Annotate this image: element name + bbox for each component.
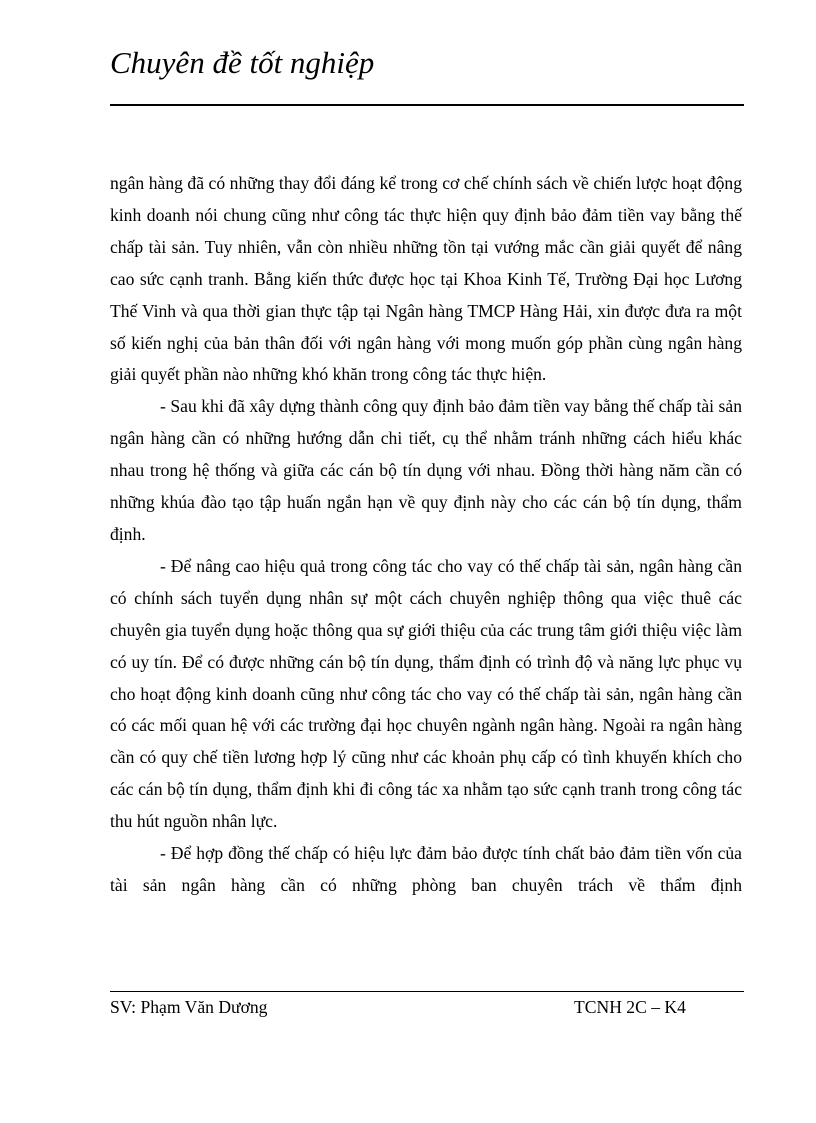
paragraph-recommendation-contract: - Để hợp đồng thế chấp có hiệu lực đảm bảo được tính chất bảo đảm tiền vốn của tài sản ngân hàng cần có những phòng ban chuyên trách về thẩm định [110, 843, 742, 895]
paragraph-recommendation-staffing: - Để nâng cao hiệu quả trong công tác cho vay có thế chấp tài sản, ngân hàng cần có chính sách tuyển dụng nhân sự một cách chuyên nghiệp thông qua việc thuê các chuyên gia tuyển dụng hoặc thông qua sự giới thiệu của các trung tâm giới thiệu việc làm có uy tín. Để có được những cán bộ tín dụng, thẩm định có trình độ và năng lực phục vụ cho hoạt động kinh doanh cũng như công tác cho vay có thế chấp tài sản, ngân hàng cần có các mối quan hệ với các trường đại học chuyên ngành ngân hàng. Ngoài ra ngân hàng cần có quy chế tiền lương hợp lý cũng như các khoản phụ cấp có tình khuyến khích cho các cán bộ tín dụng, thẩm định khi đi công tác xa nhằm tạo sức cạnh tranh trong công tác thu hút nguồn nhân lực. [110, 555, 742, 832]
page-title: Chuyên đề tốt nghiệp [110, 45, 375, 80]
paragraph-recommendation-guidance: - Sau khi đã xây dựng thành công quy định bảo đảm tiền vay bằng thế chấp tài sản ngân hàng cần có những hướng dẫn chi tiết, cụ thể nhằm tránh những cách hiểu khác nhau trong hệ thống và giữa các cán bộ tín dụng với nhau. Đồng thời hàng năm cần có những khúa đào tạo tập huấn ngắn hạn về quy định này cho các cán bộ tín dụng, thẩm định. [110, 396, 742, 544]
footer-student-name: SV: Phạm Văn Dương [110, 997, 268, 1017]
footer-divider [110, 991, 744, 992]
footer-class-code: TCNH 2C – K4 [574, 997, 686, 1017]
body-text [110, 168, 742, 902]
header-divider [110, 104, 744, 106]
paragraph-intro: ngân hàng đã có những thay đổi đáng kể trong cơ chế chính sách về chiến lược hoạt động kinh doanh nói chung cũng như công tác thực hiện quy định bảo đảm tiền vay bằng thế chấp tài sản. Tuy nhiên, vẫn còn nhiều những tồn tại vướng mắc cần giải quyết để nâng cao sức cạnh tranh. Bằng kiến thức được học tại Khoa Kinh Tế, Trường Đại học Lương Thế Vinh và qua thời gian thực tập tại Ngân hàng TMCP Hàng Hải, xin được đưa ra một số kiến nghị của bản thân đối với ngân hàng với mong muốn góp phần cùng ngân hàng giải quyết phần nào những khó khăn trong công tác thực hiện. [110, 173, 742, 385]
